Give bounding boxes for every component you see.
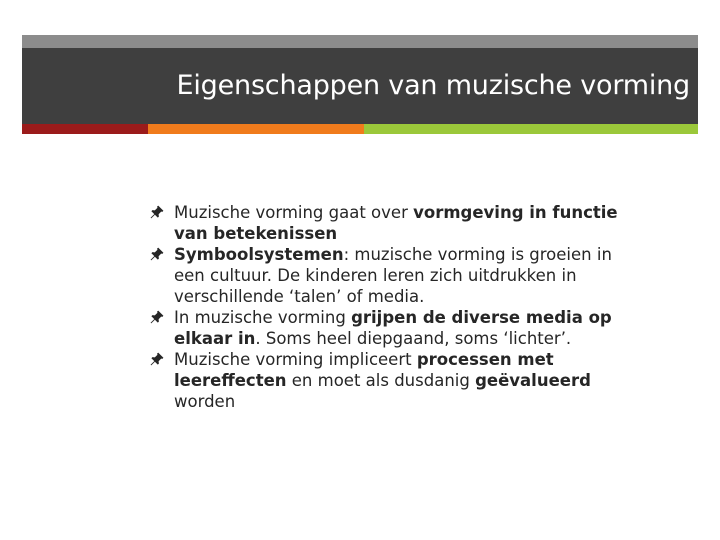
title-bar-top-strip [22,35,698,48]
bullet-run: en moet als dusdanig [286,371,476,390]
bullet-emphasis: processen met leereffecten [174,350,554,390]
slide-title: Eigenschappen van muzische vorming [176,70,690,101]
accent-stripe-red [22,124,148,134]
pushpin-icon [150,205,164,219]
pushpin-icon [150,310,164,324]
bullet-emphasis: vormgeving in functie van betekenissen [174,203,618,243]
bullet-text [174,350,591,411]
bullet-emphasis: grijpen de diverse media op elkaar in [174,308,612,348]
bullet-item [150,307,640,349]
bullet-emphasis: geëvalueerd [475,371,591,390]
title-bar [22,48,698,124]
bullet-emphasis: Symboolsystemen [174,245,344,264]
bullet-run: Muzische vorming gaat over [174,203,414,222]
bullet-run: : muzische vorming is groeien in een cultuur. De kinderen leren zich uitdrukken in verschillende ‘talen’ of media. [174,245,612,306]
bullet-item [150,349,640,412]
bullet-item [150,202,640,244]
bullet-text [174,245,612,306]
bullet-item [150,244,640,307]
accent-stripe-orange [148,124,364,134]
bullet-run: Muzische vorming impliceert [174,350,417,369]
accent-stripe-green [364,124,698,134]
bullet-text [174,308,612,348]
pushpin-icon [150,247,164,261]
bullet-run: worden [174,392,236,411]
bullet-run: . Soms heel diepgaand, soms ‘lichter’. [255,329,572,348]
bullet-run: In muzische vorming [174,308,352,327]
bullet-text [174,203,618,243]
bullet-list [150,202,640,412]
pushpin-icon [150,352,164,366]
